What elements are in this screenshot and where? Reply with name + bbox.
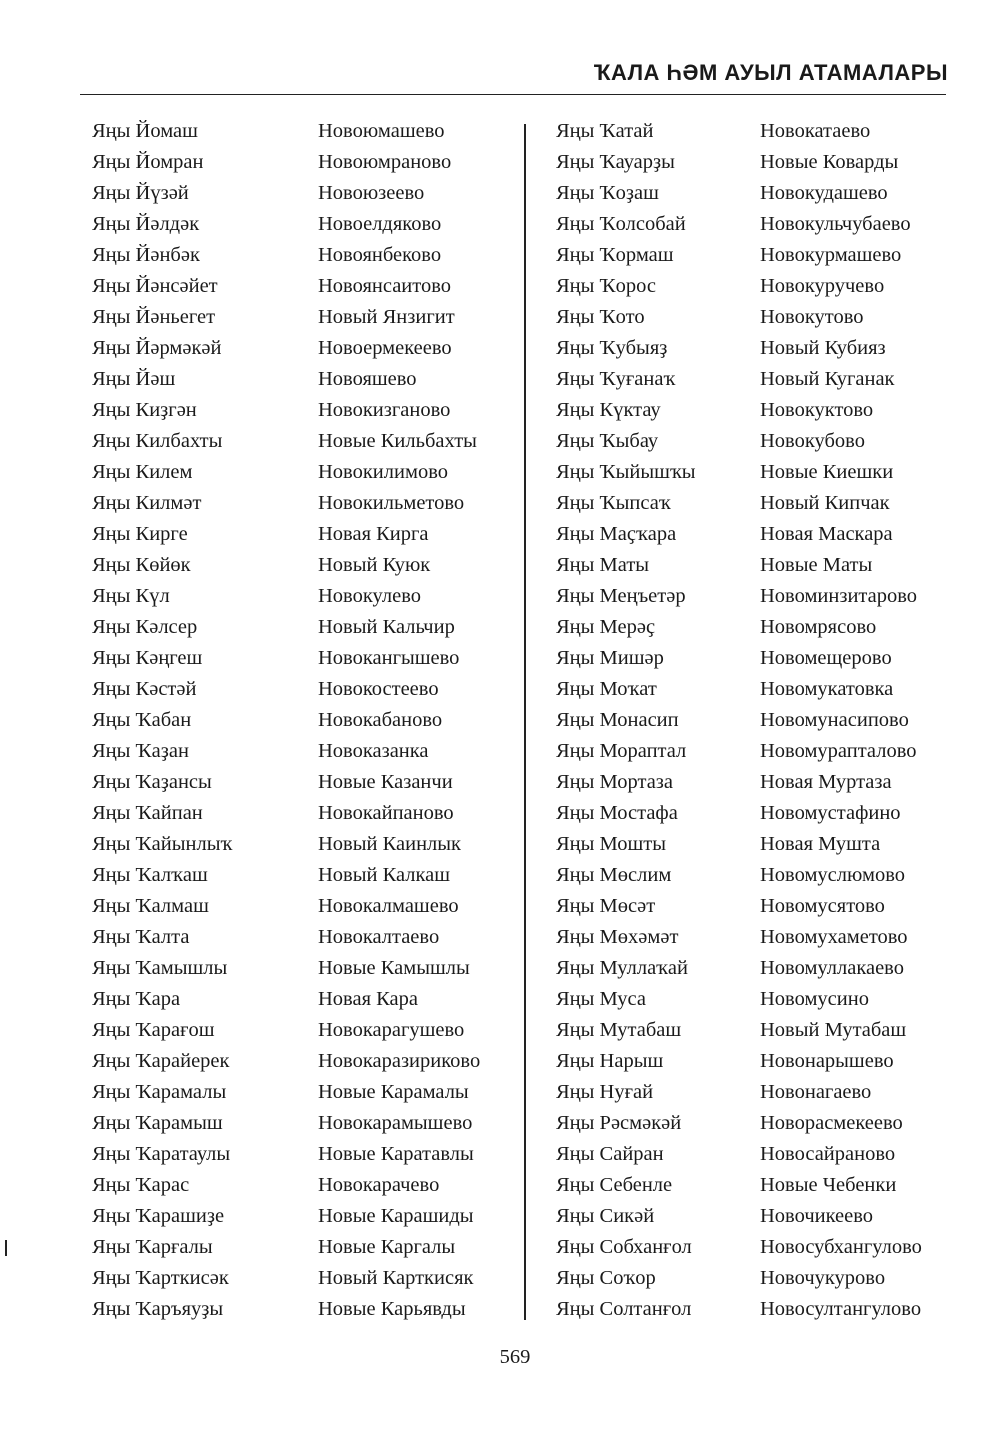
list-item: Яңы Маты: [556, 554, 650, 576]
list-item: Новомустафино: [760, 802, 901, 824]
list-item: Яңы Ҡарағош: [92, 1019, 215, 1041]
list-item: Новокурмашево: [760, 244, 902, 266]
header-rule: [80, 94, 946, 95]
list-item: Новомещерово: [760, 647, 892, 669]
list-item: Яңы Ҡара: [92, 988, 181, 1010]
list-item: Яңы Маҫҡара: [556, 523, 677, 545]
list-item: Новомуллакаево: [760, 957, 904, 979]
list-item: Новомусятово: [760, 895, 885, 917]
list-item: Новоянсаитово: [318, 275, 451, 297]
list-item: Новомуслюмово: [760, 864, 906, 886]
list-item: Яңы Йәнсәйет: [92, 275, 218, 297]
right-russian-column: [760, 116, 922, 1325]
list-item: Яңы Мошты: [556, 833, 667, 855]
list-item: Яңы Ҡалмаш: [92, 895, 209, 917]
list-item: Новые Каргалы: [318, 1236, 456, 1258]
list-item: Яңы Ҡаҙан: [92, 740, 189, 762]
list-item: Новочукурово: [760, 1267, 886, 1289]
list-item: Яңы Собханғол: [556, 1236, 692, 1258]
list-item: Новоминзитарово: [760, 585, 918, 607]
list-item: Яңы Ҡалҡаш: [92, 864, 208, 886]
list-item: Новоянбеково: [318, 244, 442, 266]
list-item: Яңы Мишәр: [556, 647, 664, 669]
list-item: Яңы Йәлдәк: [92, 213, 200, 235]
list-item: Новый Куюк: [318, 554, 431, 576]
list-item: Яңы Ҡауарҙы: [556, 151, 675, 173]
list-item: Яңы Ҡарайерек: [92, 1050, 230, 1072]
list-item: Яңы Соҡор: [556, 1267, 656, 1289]
list-item: Новые Карьявды: [318, 1298, 466, 1320]
list-item: Яңы Килмәт: [92, 492, 202, 514]
list-item: Новосайраново: [760, 1143, 896, 1165]
list-item: Новоелдяково: [318, 213, 442, 235]
list-item: Яңы Монасип: [556, 709, 679, 731]
list-item: Новые Казанчи: [318, 771, 453, 793]
list-item: Новосубхангулово: [760, 1236, 922, 1258]
list-item: Новокостеево: [318, 678, 439, 700]
list-item: Новые Карамалы: [318, 1081, 469, 1103]
list-item: Яңы Ҡарашиҙе: [92, 1205, 225, 1227]
list-item: Новый Янзигит: [318, 306, 455, 328]
list-item: Яңы Ҡаратаулы: [92, 1143, 231, 1165]
list-item: Яңы Ҡатай: [556, 120, 654, 142]
margin-mark: [5, 1240, 7, 1256]
list-item: Новомурапталово: [760, 740, 917, 762]
list-item: Новые Киешки: [760, 461, 894, 483]
list-item: Новоюмашево: [318, 120, 445, 142]
list-item: Новокабаново: [318, 709, 443, 731]
list-item: Яңы Кәстәй: [92, 678, 197, 700]
list-item: Новокубово: [760, 430, 865, 452]
list-item: Яңы Рәсмәкәй: [556, 1112, 682, 1134]
list-item: Яңы Муллаҡай: [556, 957, 688, 979]
list-item: Новокулево: [318, 585, 421, 607]
list-item: Новый Калкаш: [318, 864, 451, 886]
list-item: Яңы Килбахты: [92, 430, 223, 452]
list-item: Новомухаметово: [760, 926, 908, 948]
list-item: Новые Кильбахты: [318, 430, 477, 452]
list-item: Новоюмраново: [318, 151, 452, 173]
list-item: Новая Муртаза: [760, 771, 892, 793]
list-item: Яңы Килем: [92, 461, 193, 483]
list-item: Яңы Ҡаръяуҙы: [92, 1298, 224, 1320]
list-item: Яңы Ҡото: [556, 306, 645, 328]
list-item: Яңы Ҡубыяҙ: [556, 337, 668, 359]
list-item: Новый Кубияз: [760, 337, 886, 359]
list-item: Яңы Сайран: [556, 1143, 664, 1165]
list-item: Яңы Йәш: [92, 368, 176, 390]
list-item: Яңы Йәрмәкәй: [92, 337, 222, 359]
list-item: Яңы Йомран: [92, 151, 204, 173]
list-item: Новые Каратавлы: [318, 1143, 474, 1165]
list-item: Новые Коварды: [760, 151, 899, 173]
list-item: Новомукатовка: [760, 678, 894, 700]
list-item: Новокуктово: [760, 399, 874, 421]
left-bashkir-column: [92, 116, 232, 1325]
list-item: Яңы Ҡуғанаҡ: [556, 368, 676, 390]
list-item: Новоказанка: [318, 740, 429, 762]
list-item: Яңы Мөхәмәт: [556, 926, 679, 948]
list-item: Яңы Кәлсер: [92, 616, 198, 638]
list-item: Новомрясово: [760, 616, 877, 638]
list-item: Яңы Күл: [92, 585, 170, 607]
list-item: Новоюзеево: [318, 182, 425, 204]
list-item: Новокуручево: [760, 275, 885, 297]
list-item: Новокилимово: [318, 461, 448, 483]
list-item: Новонарышево: [760, 1050, 894, 1072]
list-item: Новая Мушта: [760, 833, 881, 855]
page-header-title: ҠАЛА ҺӘМ АУЫЛ АТАМАЛАРЫ: [593, 60, 948, 85]
list-item: Новочикеево: [760, 1205, 874, 1227]
list-item: Новый Карткисяк: [318, 1267, 474, 1289]
list-item: Яңы Мутабаш: [556, 1019, 682, 1041]
list-item: Новый Кипчак: [760, 492, 890, 514]
right-bashkir-column: [556, 116, 695, 1325]
page-number: 569: [499, 1346, 531, 1368]
list-item: Яңы Йәньегет: [92, 306, 216, 328]
list-item: Яңы Ҡыбау: [556, 430, 659, 452]
list-item: Новокангышево: [318, 647, 460, 669]
list-item: Новокутово: [760, 306, 864, 328]
list-item: Яңы Ҡолсобай: [556, 213, 686, 235]
list-item: Новый Каинлык: [318, 833, 462, 855]
list-item: Яңы Кәңгеш: [92, 647, 203, 669]
list-item: Яңы Мортаза: [556, 771, 673, 793]
list-item: Новокалмашево: [318, 895, 459, 917]
list-item: Яңы Ҡыпсаҡ: [556, 492, 671, 514]
list-item: Яңы Ҡамышлы: [92, 957, 228, 979]
list-item: Яңы Ҡарғалы: [92, 1236, 213, 1258]
list-item: Новокульчубаево: [760, 213, 911, 235]
list-item: Яңы Ҡарамалы: [92, 1081, 227, 1103]
list-item: Новые Маты: [760, 554, 873, 576]
list-item: Яңы Йәнбәк: [92, 244, 200, 266]
list-item: Новояшево: [318, 368, 417, 390]
list-item: Яңы Ҡормаш: [556, 244, 674, 266]
list-item: Яңы Күктау: [556, 399, 661, 421]
list-item: Яңы Моҡат: [556, 678, 657, 700]
list-item: Яңы Ҡайынлыҡ: [92, 833, 233, 855]
list-item: Новые Карашиды: [318, 1205, 474, 1227]
list-item: Новый Кальчир: [318, 616, 455, 638]
list-item: Яңы Киҙгән: [92, 399, 197, 421]
list-item: Новокильметово: [318, 492, 465, 514]
list-item: Новомунасипово: [760, 709, 909, 731]
list-item: Яңы Ҡабан: [92, 709, 192, 731]
list-item: Новокудашево: [760, 182, 888, 204]
list-item: Яңы Сикәй: [556, 1205, 655, 1227]
list-item: Новокарамышево: [318, 1112, 473, 1134]
list-item: Яңы Мөслим: [556, 864, 672, 886]
list-item: Новосултангулово: [760, 1298, 922, 1320]
list-item: Яңы Ҡыйышҡы: [556, 461, 696, 483]
list-item: Яңы Йүзәй: [92, 182, 189, 204]
list-item: Яңы Муса: [556, 988, 646, 1010]
list-item: Яңы Себенле: [556, 1174, 673, 1196]
list-item: Яңы Ҡарамыш: [92, 1112, 223, 1134]
list-item: Яңы Солтанғол: [556, 1298, 692, 1320]
list-item: Новокаразириково: [318, 1050, 481, 1072]
list-item: Яңы Ҡалта: [92, 926, 190, 948]
list-item: Новая Кирга: [318, 523, 429, 545]
column-divider: [524, 124, 526, 1320]
list-item: Яңы Мөсәт: [556, 895, 656, 917]
list-item: Яңы Мерәҫ: [556, 616, 656, 638]
list-item: Новые Чебенки: [760, 1174, 897, 1196]
list-item: Новая Кара: [318, 988, 418, 1010]
list-item: Яңы Ҡарткисәк: [92, 1267, 229, 1289]
list-item: Яңы Мораптал: [556, 740, 687, 762]
list-item: Яңы Мостафа: [556, 802, 678, 824]
list-item: Новокатаево: [760, 120, 871, 142]
list-item: Новомусино: [760, 988, 869, 1010]
list-item: Новокизганово: [318, 399, 451, 421]
list-item: Яңы Йомаш: [92, 120, 198, 142]
list-item: Яңы Ҡоҙаш: [556, 182, 659, 204]
list-item: Новая Маскара: [760, 523, 893, 545]
list-item: Новые Камышлы: [318, 957, 470, 979]
list-item: Новокарагушево: [318, 1019, 465, 1041]
list-item: Новонагаево: [760, 1081, 872, 1103]
list-item: Новый Мутабаш: [760, 1019, 907, 1041]
list-item: Яңы Ҡарас: [92, 1174, 190, 1196]
list-item: Новокайпаново: [318, 802, 454, 824]
list-item: Яңы Меңъетәр: [556, 585, 686, 607]
list-item: Новорасмекеево: [760, 1112, 903, 1134]
list-item: Яңы Кирге: [92, 523, 188, 545]
list-item: Новокарачево: [318, 1174, 440, 1196]
list-item: Новокалтаево: [318, 926, 440, 948]
list-item: Яңы Ҡаҙансы: [92, 771, 212, 793]
list-item: Новоермекеево: [318, 337, 452, 359]
list-item: Яңы Ҡайпан: [92, 802, 203, 824]
left-russian-column: [318, 116, 480, 1325]
list-item: Яңы Нуғай: [556, 1081, 654, 1103]
list-item: Яңы Көйөк: [92, 554, 191, 576]
list-item: Новый Куганак: [760, 368, 895, 390]
list-item: Яңы Ҡорос: [556, 275, 657, 297]
list-item: Яңы Нарыш: [556, 1050, 664, 1072]
